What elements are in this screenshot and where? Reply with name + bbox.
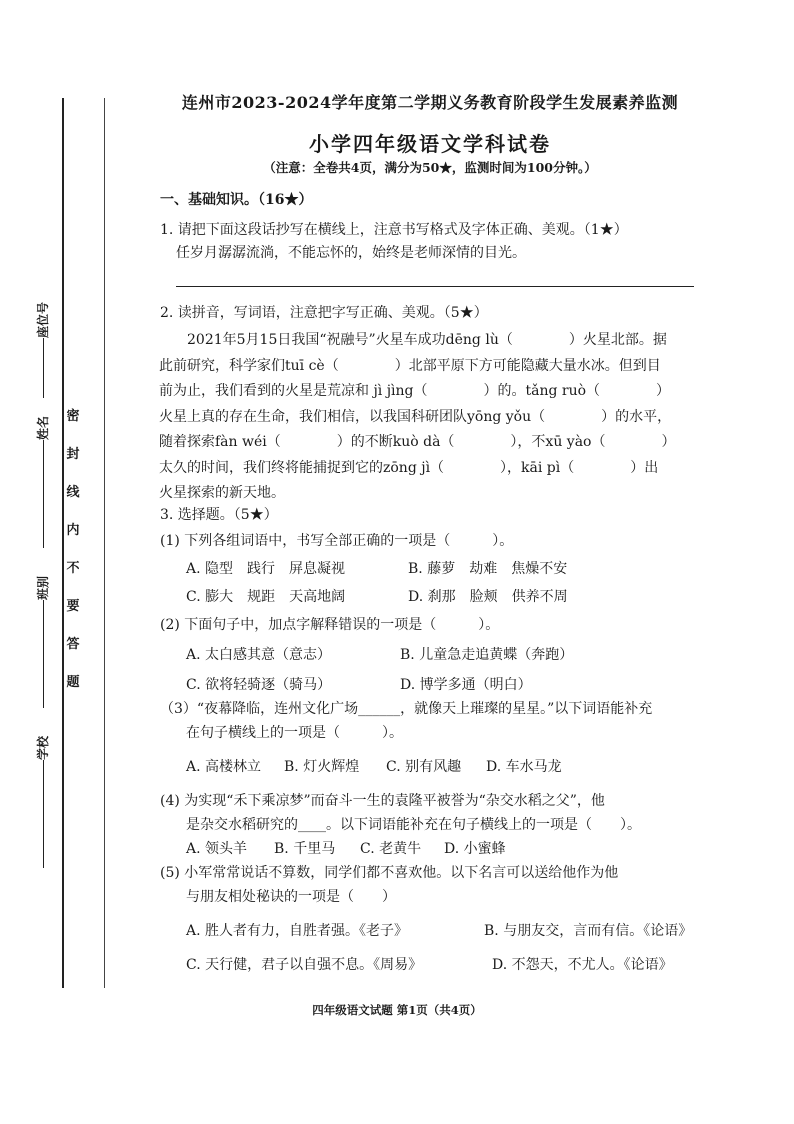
option-b[interactable]: B. 儿童急走追黄蝶（奔跑） [400,647,574,663]
option-a[interactable]: A. 太白感其意（意志） [186,647,332,663]
passage-line: 前为止，我们看到的火星是荒凉和 jì jìng（ ）的。tǎng ruò（ ） [159,383,671,399]
passage-line: 随着探索fàn wéi（ ）的不断kuò dà（ ），不xū yào（ ） [159,434,676,450]
seal-char: 答 [66,637,80,652]
option-c[interactable]: C. 天行健，君子以自强不息。《周易》 [186,957,423,973]
option-c[interactable]: C. 别有风趣 [386,759,462,775]
school-line [43,760,44,868]
option-a[interactable]: A. 高楼林立 [186,759,262,775]
sub-question-3-stem: （3）“夜幕降临，连州文化广场______，就像天上璀璨的星星。”以下词语能补充 [160,701,653,717]
sub-question-3-options-row [186,756,562,776]
exam-note: （注意：全卷共4页，满分为50★，监测时间为100分钟。） [263,160,597,175]
passage-line: 2021年5月15日我国“祝融号”火星车成功dēng lù（ ）火星北部。据 [187,332,667,348]
passage-line: 太久的时间，我们终将能捕捉到它的zōng jì（ ），kāi pì（ ）出 [159,459,659,476]
question-3-prompt: 3. 选择题。（5★） [160,507,278,523]
option-d[interactable]: D. 刹那 脸颊 供养不周 [408,589,568,605]
sub-question-2-options-row [186,674,532,694]
copy-writing-line[interactable] [176,286,694,287]
option-b[interactable]: B. 千里马 [274,841,336,857]
option-a[interactable]: A. 隐型 践行 屏息凝视 [186,561,346,577]
seal-char: 不 [66,561,80,576]
seat-number-field[interactable] [34,302,51,398]
sub-question-2-options-row [186,644,573,664]
section-heading: 一、基础知识。（16★） [160,192,313,208]
question-1-text: 任岁月潺潺流淌，不能忘怀的，始终是老师深情的目光。 [176,245,526,261]
option-c[interactable]: C. 膨大 规距 天高地阔 [186,589,346,605]
passage-line: 火星探索的新天地。 [159,485,285,501]
option-a[interactable]: A. 领头羊 [186,841,248,857]
page-footer: 四年级语文试题 第1页（共4页） [312,1003,482,1017]
option-d[interactable]: D. 车水马龙 [486,759,562,775]
sub-question-1-stem: (1) 下列各组词语中，书写全部正确的一项是（ ）。 [160,533,514,549]
name-field[interactable] [34,416,51,548]
name-line [43,440,44,548]
passage-line: 火星上真的存在生命，我们相信，以我国科研团队yōng yǒu（ ）的水平， [159,408,672,425]
school-label: 学校 [36,735,50,760]
question-2-passage [159,328,704,507]
seal-line-notice [64,398,82,702]
option-d[interactable]: D. 不怨天，不尤人。《论语》 [492,957,673,973]
exam-subtitle: 小学四年级语文学科试卷 [309,132,551,156]
option-d[interactable]: D. 小蜜蜂 [444,841,506,857]
option-d[interactable]: D. 博学多通（明白） [400,677,532,693]
sub-question-5-options-row [186,920,692,940]
sub-question-5-stem-cont: 与朋友相处秘诀的一项是（ ） [186,889,396,905]
binding-inner-line [104,98,105,988]
school-field[interactable] [34,736,51,868]
option-b[interactable]: B. 与朋友交，言而有信。《论语》 [484,923,693,939]
sub-question-3-stem-cont: 在句子横线上的一项是（ ）。 [186,725,403,741]
seat-number-label: 座位号 [36,301,50,338]
class-line [43,600,44,708]
sub-question-1-options-row [186,586,568,606]
sub-question-2-stem: (2) 下面句子中，加点字解释错误的一项是（ ）。 [160,617,500,633]
option-c[interactable]: C. 老黄牛 [360,841,422,857]
option-b[interactable]: B. 藤萝 劫难 焦燥不安 [408,561,568,577]
sub-question-4-stem-cont: 是杂交水稻研究的____。以下词语能补充在句子横线上的一项是（ ）。 [186,817,641,833]
class-label: 班别 [36,575,50,600]
sub-question-1-options-row [186,558,567,578]
option-c[interactable]: C. 欲将轻骑逐（骑马） [186,677,332,693]
question-1-prompt: 1. 请把下面这段话抄写在横线上，注意书写格式及字体正确、美观。（1★） [160,222,628,238]
sub-question-4-options-row [186,838,506,858]
passage-line: 此前研究，科学家们tuī cè（ ）北部平原下方可能隐藏大量水冰。但到目 [159,357,661,374]
seal-char: 题 [66,675,80,690]
option-b[interactable]: B. 灯火辉煌 [284,759,360,775]
class-field[interactable] [34,576,51,708]
seal-char: 要 [66,599,80,614]
sub-question-5-stem: (5) 小军常常说话不算数，同学们都不喜欢他。以下名言可以送给他作为他 [160,865,619,881]
seal-char: 封 [66,447,80,462]
option-a[interactable]: A. 胜人者有力，自胜者强。《老子》 [186,923,409,939]
seal-char: 密 [66,409,80,424]
seal-char: 线 [66,485,80,500]
seal-char: 内 [66,523,80,538]
question-2-prompt: 2. 读拼音，写词语，注意把字写正确、美观。（5★） [160,305,488,321]
sub-question-4-stem: (4) 为实现“禾下乘凉梦”而奋斗一生的袁隆平被誉为“杂交水稻之父”，他 [160,793,605,809]
name-label: 姓名 [36,415,50,440]
seat-number-line [43,338,44,398]
exam-title: 连州市2023-2024学年度第二学期义务教育阶段学生发展素养监测 [181,93,679,112]
sub-question-5-options-row [186,954,673,974]
